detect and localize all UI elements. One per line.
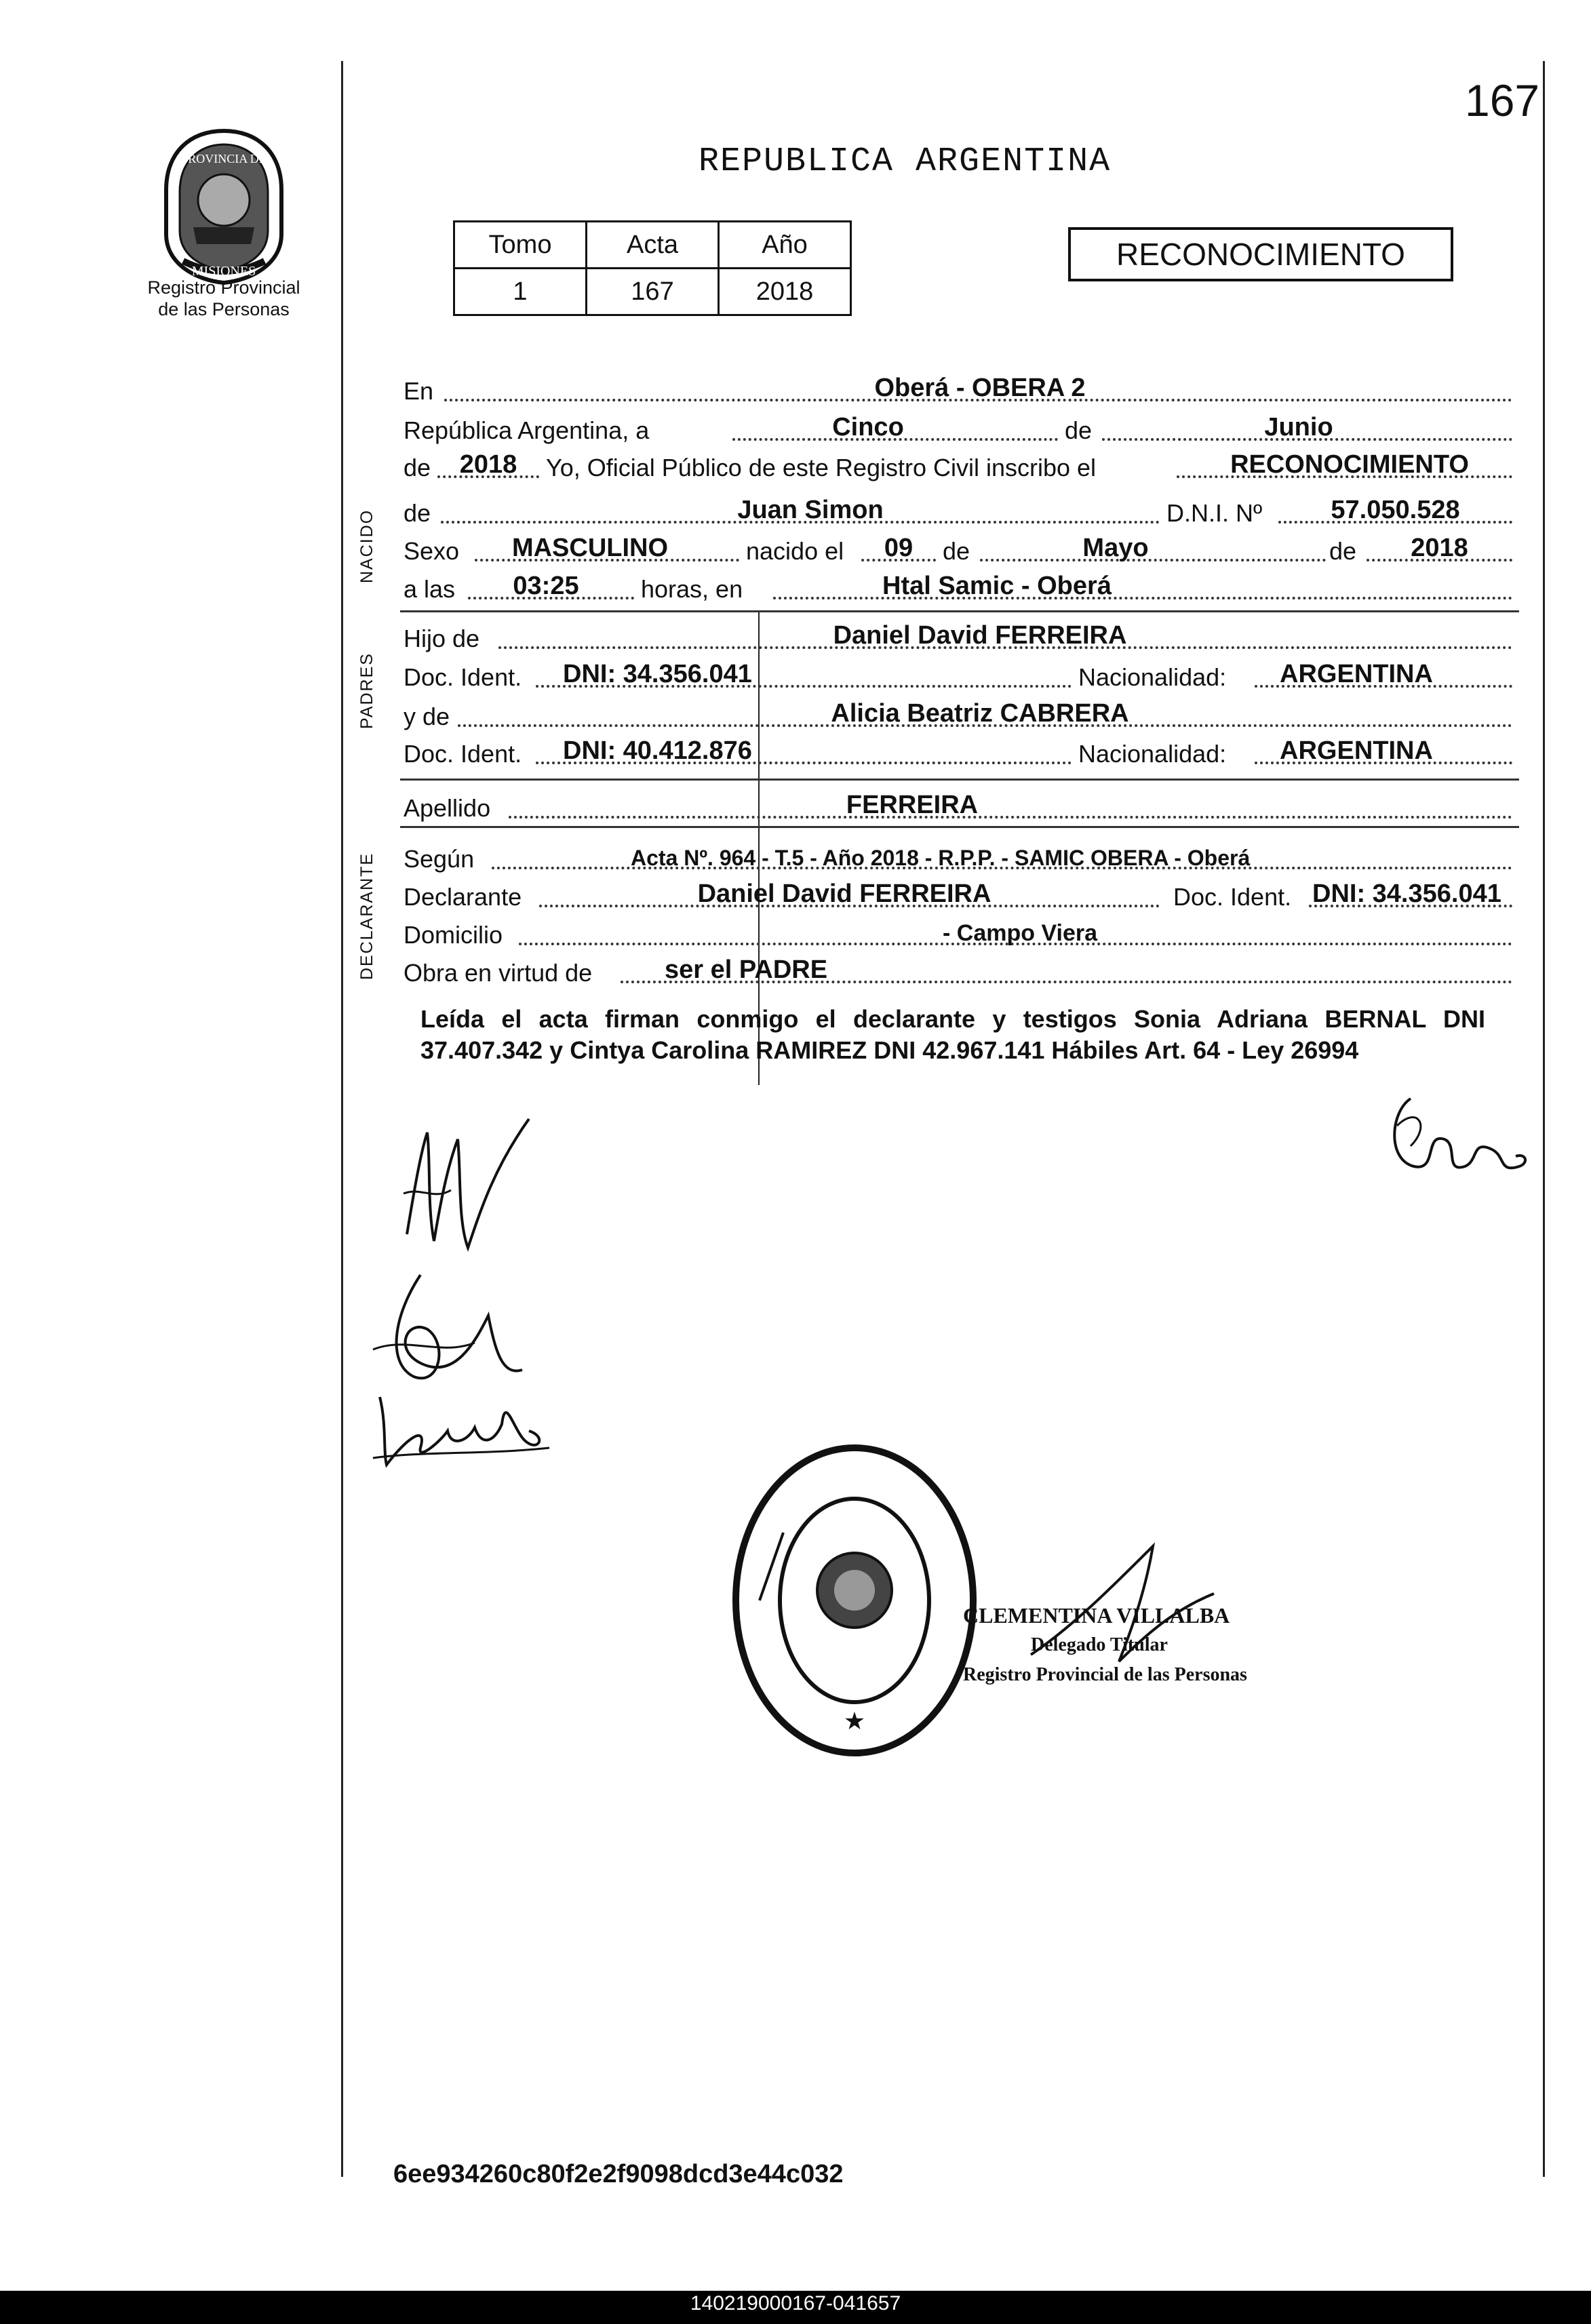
label-sexo: Sexo	[404, 537, 460, 565]
value-declarant-doc: DNI: 34.356.041	[1312, 880, 1501, 908]
section-separator	[400, 779, 1519, 781]
value-tomo: 1	[454, 269, 587, 315]
section-separator	[400, 610, 1519, 612]
section-separator	[400, 826, 1519, 828]
row-declarant	[404, 879, 1516, 913]
label-doc-ident: Doc. Ident.	[1173, 883, 1292, 911]
crest-top-text: PROVINCIA DE	[181, 152, 267, 165]
value-child-dni: 57.050.528	[1331, 496, 1460, 524]
label-apellido: Apellido	[404, 794, 491, 822]
label-de: de	[404, 499, 431, 527]
label-nacido-el: nacido el	[746, 537, 844, 565]
record-type-box: RECONOCIMIENTO	[1068, 227, 1453, 281]
row-segun	[404, 841, 1516, 875]
row-year-act	[404, 450, 1516, 484]
row-place	[404, 373, 1516, 407]
document-hash: 6ee934260c80f2e2f9098dcd3e44c032	[393, 2160, 844, 2188]
label-segun: Según	[404, 845, 475, 873]
row-father-doc	[404, 659, 1516, 693]
label-de: de	[1329, 537, 1357, 565]
stamp-role: Delegado Titular	[1031, 1634, 1168, 1655]
row-sex-birth	[404, 533, 1516, 567]
side-label-nacido: NACIDO	[357, 509, 376, 583]
value-mother-name: Alicia Beatriz CABRERA	[831, 699, 1129, 728]
row-time-place	[404, 571, 1516, 605]
row-date	[404, 412, 1516, 446]
label-en: En	[404, 377, 434, 405]
footer-code: 140219000167-041657	[690, 2292, 901, 2315]
label-de: de	[943, 537, 970, 565]
value-birth-time: 03:25	[513, 572, 579, 600]
label-hijo-de: Hijo de	[404, 625, 480, 652]
label-doc-ident: Doc. Ident.	[404, 740, 522, 768]
label-yo-oficial: Yo, Oficial Público de este Registro Civil inscribo el	[546, 454, 1097, 481]
registry-line-2: de las Personas	[158, 299, 290, 319]
value-month: Junio	[1264, 413, 1333, 441]
header-acta: Acta	[587, 222, 719, 269]
value-acta: 167	[587, 269, 719, 315]
row-child-name	[404, 495, 1516, 529]
value-father-doc: DNI: 34.356.041	[563, 660, 752, 688]
row-address	[404, 917, 1516, 951]
registry-line-1: Registro Provincial	[147, 277, 300, 298]
value-according-to: Acta Nº. 964 - T.5 - Año 2018 - R.P.P. - SAMIC OBERA - Oberá	[631, 846, 1251, 870]
row-father	[404, 621, 1516, 654]
value-day: Cinco	[832, 413, 904, 441]
value-father-nationality: ARGENTINA	[1280, 660, 1433, 688]
row-mother-doc	[404, 736, 1516, 770]
side-label-declarante: DECLARANTE	[357, 852, 376, 980]
closing-statement: Leída el acta firman conmigo el declarante y testigos Sonia Adriana BERNAL DNI 37.407.342 y Cintya Carolina RAMIREZ DNI 42.967.141 Hábiles Art. 64 - Ley 26994	[420, 1005, 1485, 1064]
row-surname	[404, 790, 1516, 824]
page-number: 167	[1465, 75, 1540, 125]
label-doc-ident: Doc. Ident.	[404, 663, 522, 691]
stamp-name: CLEMENTINA VILLALBA	[963, 1603, 1230, 1628]
document-title: REPUBLICA ARGENTINA	[699, 142, 1112, 181]
value-mother-doc: DNI: 40.412.876	[563, 736, 752, 765]
value-birth-day: 09	[884, 534, 914, 562]
value-child-name: Juan Simon	[737, 496, 884, 524]
label-domicilio: Domicilio	[404, 921, 503, 949]
right-margin-line	[1543, 61, 1545, 2177]
signature-3	[366, 1383, 556, 1472]
crest-bottom-text: MISIONES	[191, 264, 256, 279]
value-surname: FERREIRA	[846, 791, 979, 819]
stamp-office: Registro Provincial de las Personas	[963, 1664, 1247, 1685]
header-anio: Año	[719, 222, 851, 269]
value-sex: MASCULINO	[511, 534, 669, 562]
value-place: Oberá - OBERA 2	[874, 374, 1086, 402]
label-y-de: y de	[404, 703, 450, 730]
label-nacionalidad: Nacionalidad:	[1078, 740, 1227, 768]
reference-table	[453, 220, 852, 316]
svg-text:★: ★	[843, 1708, 866, 1735]
registry-label	[122, 277, 326, 320]
label-de: de	[1065, 416, 1093, 444]
value-father-name: Daniel David FERREIRA	[833, 621, 1127, 650]
label-declarante: Declarante	[404, 883, 522, 911]
signature-2	[366, 1261, 543, 1397]
label-a-las: a las	[404, 575, 456, 603]
value-act-type: RECONOCIMIENTO	[1230, 450, 1469, 479]
value-anio: 2018	[719, 269, 851, 315]
value-by-virtue: ser el PADRE	[665, 956, 828, 984]
side-label-padres: PADRES	[357, 652, 376, 729]
label-dni: D.N.I. Nº	[1166, 499, 1263, 527]
row-by-virtue	[404, 955, 1516, 989]
header-tomo: Tomo	[454, 222, 587, 269]
value-address: - Campo Viera	[943, 920, 1098, 946]
value-mother-nationality: ARGENTINA	[1280, 736, 1433, 765]
official-seal-icon	[726, 1438, 983, 1763]
value-year: 2018	[459, 450, 517, 479]
label-republica: República Argentina, a	[404, 416, 650, 444]
value-declarant: Daniel David FERREIRA	[697, 880, 991, 908]
value-birth-year: 2018	[1411, 534, 1468, 562]
label-obra-en-virtud: Obra en virtud de	[404, 959, 593, 987]
signature-right	[1383, 1085, 1533, 1187]
stamp-signature	[1017, 1533, 1221, 1668]
row-mother	[404, 698, 1516, 732]
label-horas-en: horas, en	[641, 575, 743, 603]
signature-1	[393, 1112, 543, 1261]
value-birth-place: Htal Samic - Oberá	[882, 572, 1112, 600]
value-birth-month: Mayo	[1082, 534, 1149, 562]
provincial-crest-icon	[156, 125, 292, 288]
left-margin-line	[341, 61, 343, 2177]
label-de: de	[404, 454, 431, 481]
label-nacionalidad: Nacionalidad:	[1078, 663, 1227, 691]
